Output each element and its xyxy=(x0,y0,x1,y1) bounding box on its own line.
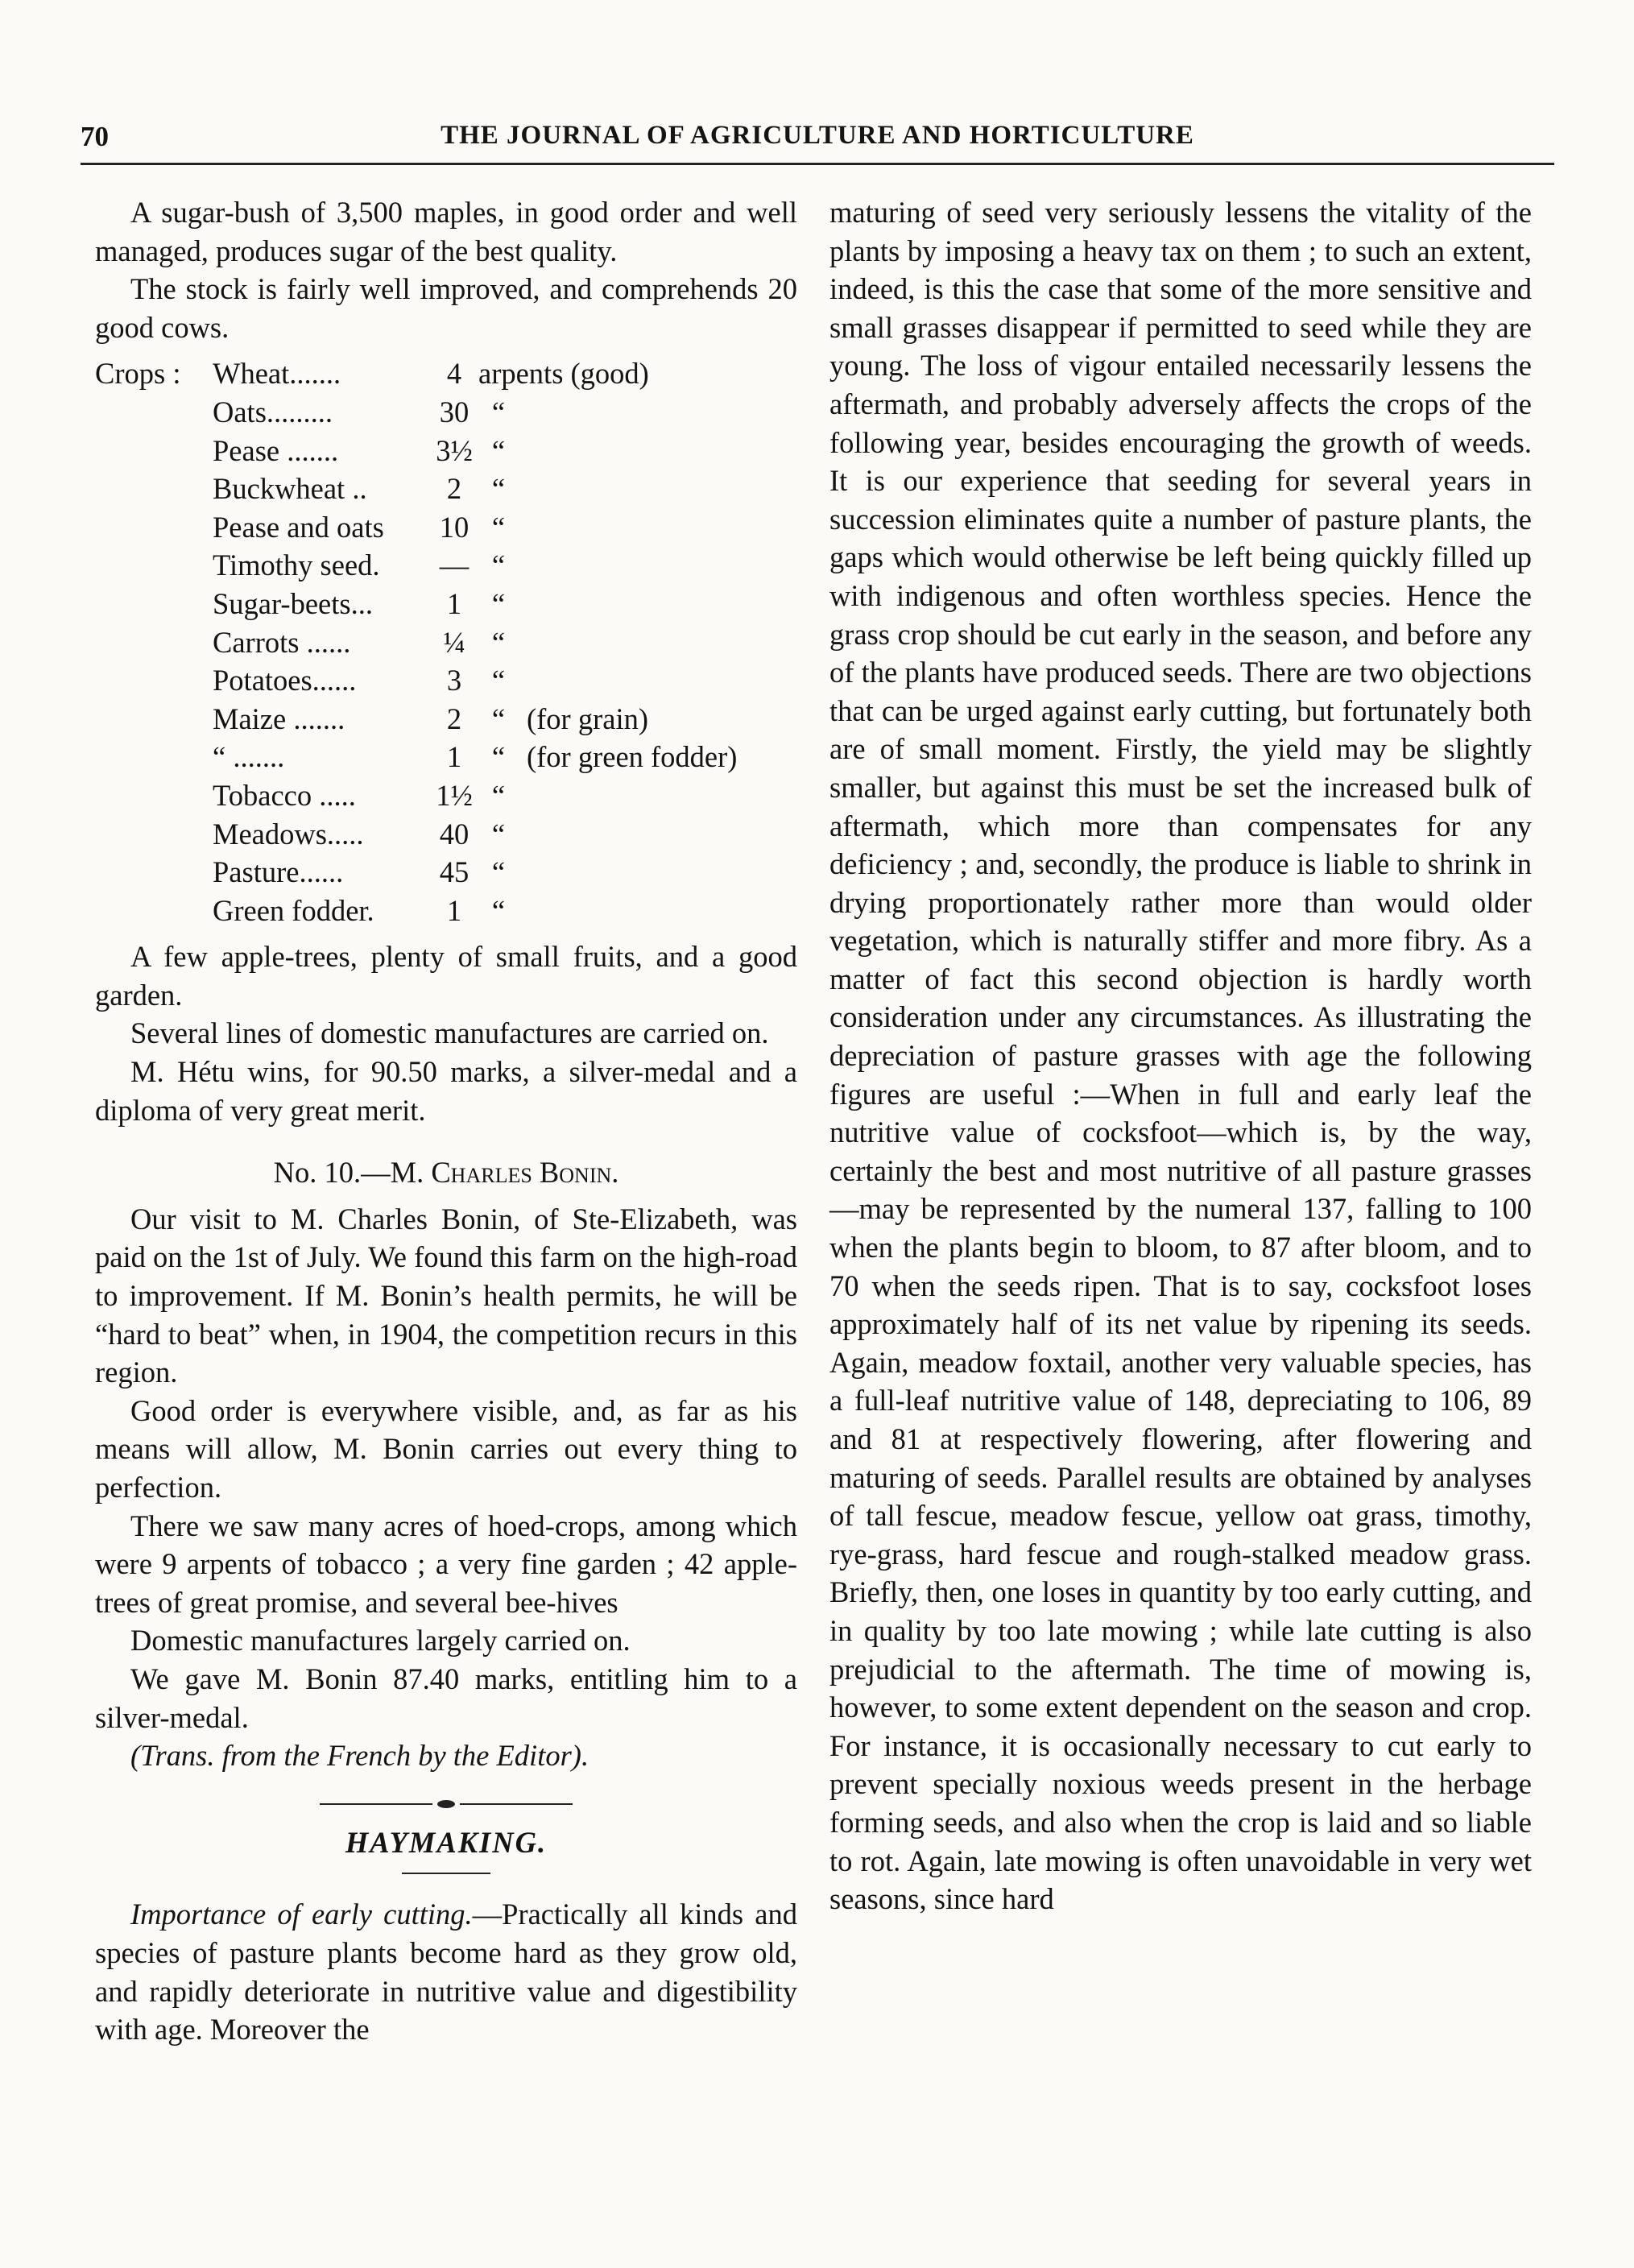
crop-name: Pasture...... xyxy=(213,855,344,889)
ornament-divider xyxy=(95,1796,797,1812)
crop-amount: 2 xyxy=(446,702,462,735)
crop-amount: 3 xyxy=(446,664,462,697)
early-cutting-lead: Importance of early cutting. xyxy=(130,1898,473,1931)
crop-unit: “ xyxy=(491,433,506,467)
crop-indent xyxy=(95,623,213,662)
journal-title: THE JOURNAL OF AGRICULTURE AND HORTICULTURE xyxy=(441,121,1194,150)
right-column xyxy=(829,193,1532,1918)
crop-note xyxy=(649,354,657,393)
crop-amount: 40 xyxy=(439,817,470,850)
crop-name: Pease and oats xyxy=(213,510,384,544)
crop-note xyxy=(519,623,527,662)
crop-row xyxy=(95,623,797,662)
paragraph-hetu-award: M. Hétu wins, for 90.50 marks, a silver-medal and a diploma of very great merit. xyxy=(95,1055,797,1127)
crop-name: Buckwheat .. xyxy=(213,472,367,506)
paragraph-sugar-bush: A sugar-bush of 3,500 maples, in good order and well managed, produces sugar of the best quality. xyxy=(95,196,797,267)
crop-note xyxy=(519,892,527,930)
crop-indent xyxy=(95,585,213,623)
crop-row xyxy=(95,853,797,892)
paragraph-haymaking-continued: maturing of seed very seriously lessens the vitality of the plants by imposing a heavy tax on them ; to such an extent, indeed, is this the case that some of the more sensitive and small grasses disappear if permitted to seed while they are young. The loss of vigour entailed necessarily lessens the aftermath, and probably adversely affects the crops of the following year, besides encouraging the growth of weeds. It is our experience that seeding for several years in succession eliminates quite a number of pasture plants, the gaps which would otherwise be left being quickly filled up with indigenous and often worthless species. Hence the grass crop should be cut early in the season, and before any of the plants have produced seeds. There are two objections that can be urged against early cutting, but fortunately both are of small moment. Firstly, the yield may be slightly smaller, but against this must be set the increased bulk of aftermath, which more than compensates for any deficiency ; and, secondly, the produce is liable to shrink in drying proportionately rather more than would older vegetation, which is naturally stiffer and more fibry. As a matter of fact this second objection is hardly worth consideration under any circumstances. As illustrating the depreciation of pasture grasses with age the following figures are useful :—When in full and early leaf the nutritive value of cocksfoot—which is, by the way, certainly the best and most nutritive of all pasture grasses—may be represented by the numeral 137, falling to 100 when the plants begin to bloom, to 87 after bloom, and to 70 when the seeds ripen. That is to say, cocksfoot loses approximately half of its net value by ripening its seeds. Again, meadow foxtail, another very valuable species, has a full-leaf nutritive value of 148, depreciating to 106, 89 and 81 at respectively flowering, after flowering and maturing of seeds. Parallel results are obtained by analyses of tall fescue, meadow fescue, yellow oat grass, timothy, rye-grass, hard fescue and rough-stalked meadow grass. Briefly, then, one loses in quantity by too early cutting, and in quality by too late mowing ; while late cutting is also prejudicial to the aftermath. The time of mowing is, however, to some extent dependent on the season and crop. For instance, it is occasionally necessary to cut early to prevent specially noxious weeds present in the herbage forming seeds, and also when the crop is laid and so liable to rot. Again, late mowing is often unavoidable in very wet seasons, since hard xyxy=(829,196,1532,1916)
crop-row xyxy=(95,738,797,776)
crop-unit: “ xyxy=(491,664,506,697)
crop-indent xyxy=(95,776,213,815)
crop-unit: “ xyxy=(491,472,506,506)
crop-unit: “ xyxy=(491,778,506,812)
crop-row xyxy=(95,776,797,815)
translation-note: (Trans. from the French by the Editor). xyxy=(130,1739,589,1773)
divider-line-left xyxy=(320,1803,432,1805)
crop-amount: 10 xyxy=(439,510,470,544)
crop-unit: “ xyxy=(491,548,506,582)
crop-name: “ ....... xyxy=(213,740,285,774)
crops-label: Crops : xyxy=(95,357,181,391)
crop-amount: 3½ xyxy=(436,433,473,467)
crop-amount: — xyxy=(439,548,470,582)
crop-unit: “ xyxy=(491,855,506,889)
crop-indent xyxy=(95,700,213,739)
crop-name: Sugar-beets... xyxy=(213,586,373,620)
crop-row xyxy=(95,661,797,700)
crop-unit: “ xyxy=(491,395,506,428)
crops-table xyxy=(95,354,797,929)
crop-note xyxy=(519,853,527,892)
crop-unit: “ xyxy=(491,740,506,774)
crop-indent xyxy=(95,546,213,585)
crop-note xyxy=(519,776,527,815)
crop-name: Wheat....... xyxy=(213,357,341,391)
paragraph-visit: Our visit to M. Charles Bonin, of Ste-Elizabeth, was paid on the 1st of July. We found this farm on the high-road to improvement. If M. Bonin’s health permits, he will be “hard to beat” when, in 1904, the competition recurs in this region. xyxy=(95,1202,797,1389)
crop-note xyxy=(519,546,527,585)
running-header xyxy=(81,121,1554,165)
crop-row xyxy=(95,393,797,432)
haymaking-rule xyxy=(402,1873,490,1874)
crop-note xyxy=(519,508,527,547)
divider-line-right xyxy=(460,1803,573,1805)
crop-name: Tobacco ..... xyxy=(213,778,356,812)
crop-amount: 4 xyxy=(446,357,462,391)
crop-unit: “ xyxy=(491,893,506,927)
crop-name: Carrots ...... xyxy=(213,625,351,659)
page-number: 70 xyxy=(81,121,109,152)
crop-note xyxy=(519,815,527,854)
crop-indent xyxy=(95,470,213,508)
crop-row xyxy=(95,432,797,470)
divider-ornament-icon xyxy=(437,1800,455,1808)
crop-indent xyxy=(95,661,213,700)
crop-amount: 45 xyxy=(439,855,470,889)
crop-indent xyxy=(95,853,213,892)
crop-name: Meadows..... xyxy=(213,817,364,850)
crop-name: Maize ....... xyxy=(213,702,345,735)
crop-note xyxy=(519,661,527,700)
crop-name: Oats......... xyxy=(213,395,333,428)
crop-name: Pease ....... xyxy=(213,433,339,467)
haymaking-title: HAYMAKING. xyxy=(345,1825,548,1859)
crop-amount: 1 xyxy=(446,740,462,774)
crop-unit: arpents (good) xyxy=(478,357,649,391)
crop-row xyxy=(95,815,797,854)
crop-row xyxy=(95,354,797,393)
crop-amount: 1½ xyxy=(436,778,473,812)
crop-name: Potatoes...... xyxy=(213,664,357,697)
crop-note xyxy=(519,470,527,508)
paragraph-early-cutting xyxy=(95,1895,797,2048)
crop-amount: ¼ xyxy=(443,625,465,659)
crop-unit: “ xyxy=(491,625,506,659)
crop-indent xyxy=(95,892,213,930)
crop-unit: “ xyxy=(491,586,506,620)
section-number: No. 10.—M. xyxy=(273,1156,424,1190)
crop-row xyxy=(95,546,797,585)
crop-unit: “ xyxy=(491,510,506,544)
crop-row xyxy=(95,470,797,508)
crop-unit: “ xyxy=(491,702,506,735)
crop-note xyxy=(519,393,527,432)
early-cutting-text: —Practically all kinds and species of pasture plants become hard as they grow old, and rapidly deteriorate in nutritive value and digestibility with age. Moreover the xyxy=(95,1898,797,2047)
crop-indent xyxy=(95,738,213,776)
crop-amount: 1 xyxy=(446,586,462,620)
paragraph-stock: The stock is fairly well improved, and comprehends 20 good cows. xyxy=(95,272,797,344)
crop-note xyxy=(519,432,527,470)
paragraph-manufactures: Several lines of domestic manufactures are carried on. xyxy=(130,1016,769,1050)
crop-name: Timothy seed. xyxy=(213,548,380,582)
crop-row xyxy=(95,700,797,739)
crop-note xyxy=(519,585,527,623)
crop-row xyxy=(95,892,797,930)
paragraph-domestic: Domestic manufactures largely carried on. xyxy=(130,1624,631,1658)
crop-indent xyxy=(95,393,213,432)
crop-unit: “ xyxy=(491,817,506,850)
paragraph-bonin-award: We gave M. Bonin 87.40 marks, entitling him to a silver-medal. xyxy=(95,1662,797,1734)
crop-amount: 2 xyxy=(446,472,462,506)
left-column xyxy=(95,193,797,2049)
crop-row xyxy=(95,508,797,547)
paragraph-good-order: Good order is everywhere visible, and, as far as his means will allow, M. Bonin carries out every thing to perfection. xyxy=(95,1393,797,1504)
crop-amount: 30 xyxy=(439,395,470,428)
section-heading-bonin xyxy=(95,1153,797,1192)
crop-indent xyxy=(95,432,213,470)
crop-name: Green fodder. xyxy=(213,893,374,927)
crop-note: (for green fodder) xyxy=(527,740,738,774)
crop-indent xyxy=(95,508,213,547)
section-name: Charles Bonin. xyxy=(431,1156,619,1190)
paragraph-apple-trees: A few apple-trees, plenty of small fruits, and a good garden. xyxy=(95,940,797,1012)
crop-amount: 1 xyxy=(446,893,462,927)
crop-row xyxy=(95,585,797,623)
paragraph-hoed-crops: There we saw many acres of hoed-crops, among which were 9 arpents of tobacco ; a very fine garden ; 42 apple-trees of great promise, and several bee-hives xyxy=(95,1509,797,1619)
crop-note: (for grain) xyxy=(527,702,648,735)
crop-indent xyxy=(95,815,213,854)
